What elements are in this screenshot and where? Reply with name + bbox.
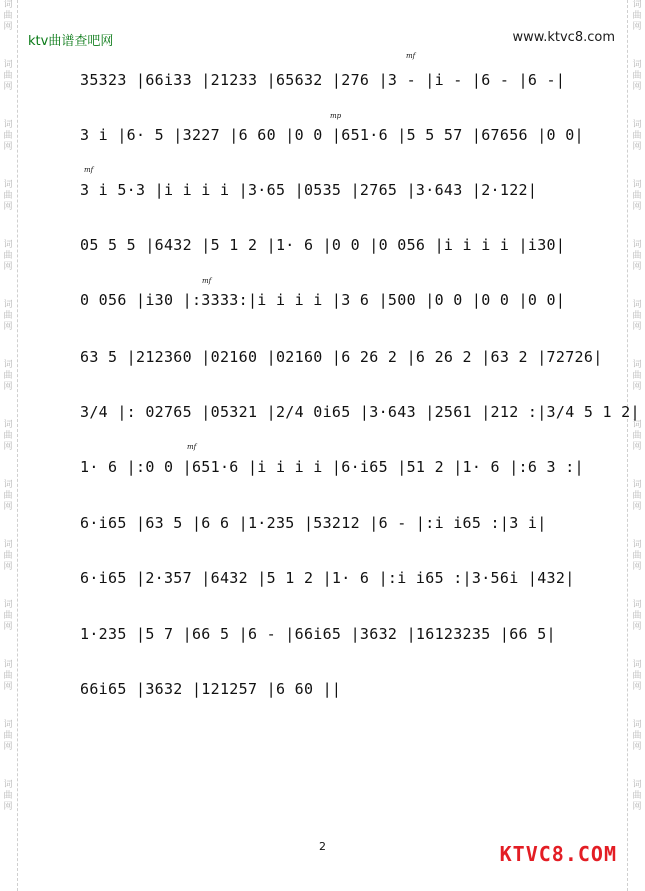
watermark-text: 词曲网: [3, 300, 13, 332]
watermark-text: 词曲网: [632, 180, 642, 212]
watermark-text: 词曲网: [3, 120, 13, 152]
watermark-text: 词曲网: [3, 420, 13, 452]
score-line: 3 i 5·3 |i i i i |3·65 |0535 |2765 |3·643 |2·122|: [80, 181, 538, 199]
dynamic-marking: mf: [202, 277, 212, 285]
watermark-text: 词曲网: [3, 540, 13, 572]
watermark-text: 词曲网: [632, 480, 642, 512]
watermark-text: 词曲网: [632, 120, 642, 152]
watermark-right: [630, 0, 644, 891]
score-line: 35323 |66i33 |21233 |65632 |276 |3 - |i - |6 - |6 -|: [80, 71, 566, 89]
dynamic-marking: mp: [330, 112, 342, 120]
score-line: 63 5 |212360 |02160 |02160 |6 26 2 |6 26 2 |63 2 |72726|: [80, 348, 603, 366]
page-number: 2: [319, 840, 326, 853]
score-line: 3 i |6· 5 |3227 |6 60 |0 0 |651·6 |5 5 57 |67656 |0 0|: [80, 126, 584, 144]
watermark-text: 词曲网: [632, 420, 642, 452]
site-name: ktv曲谱查吧网: [28, 34, 114, 49]
score-line: 0 056 |i30 |:3333:|i i i i |3 6 |500 |0 0 |0 0 |0 0|: [80, 291, 566, 309]
brand-logo: KTVC8.COM: [499, 842, 617, 866]
watermark-text: 词曲网: [632, 540, 642, 572]
watermark-text: 词曲网: [3, 0, 13, 32]
watermark-text: 词曲网: [632, 660, 642, 692]
watermark-text: 词曲网: [632, 300, 642, 332]
score-line: 05 5 5 |6432 |5 1 2 |1· 6 |0 0 |0 056 |i i i i |i30|: [80, 236, 566, 254]
watermark-text: 词曲网: [3, 660, 13, 692]
dynamic-marking: mf: [84, 166, 94, 174]
dynamic-marking: mf: [406, 52, 416, 60]
watermark-text: 词曲网: [3, 60, 13, 92]
watermark-text: 词曲网: [632, 360, 642, 392]
watermark-left: [1, 0, 15, 891]
site-url[interactable]: www.ktvc8.com: [512, 30, 615, 45]
watermark-text: 词曲网: [632, 600, 642, 632]
watermark-text: 词曲网: [3, 600, 13, 632]
score-line: 1·235 |5 7 |66 5 |6 - |66i65 |3632 |16123235 |66 5|: [80, 625, 556, 643]
dynamic-marking: mf: [187, 443, 197, 451]
score-line: 6·i65 |2·357 |6432 |5 1 2 |1· 6 |:i i65 :|3·56i |432|: [80, 569, 575, 587]
watermark-text: 词曲网: [3, 720, 13, 752]
watermark-text: 词曲网: [3, 180, 13, 212]
score-line: 6·i65 |63 5 |6 6 |1·235 |53212 |6 - |:i i65 :|3 i|: [80, 514, 547, 532]
watermark-text: 词曲网: [632, 780, 642, 812]
watermark-text: 词曲网: [3, 360, 13, 392]
watermark-text: 词曲网: [632, 60, 642, 92]
watermark-text: 词曲网: [632, 240, 642, 272]
watermark-text: 词曲网: [632, 0, 642, 32]
watermark-text: 词曲网: [3, 480, 13, 512]
score-line: 1· 6 |:0 0 |651·6 |i i i i |6·i65 |51 2 |1· 6 |:6 3 :|: [80, 458, 584, 476]
score-line: 66i65 |3632 |121257 |6 60 ||: [80, 680, 342, 698]
watermark-text: 词曲网: [3, 780, 13, 812]
watermark-text: 词曲网: [632, 720, 642, 752]
score-line: 3/4 |: 02765 |05321 |2/4 0i65 |3·643 |2561 |212 :|3/4 5 1 2|: [80, 403, 640, 421]
watermark-text: 词曲网: [3, 240, 13, 272]
